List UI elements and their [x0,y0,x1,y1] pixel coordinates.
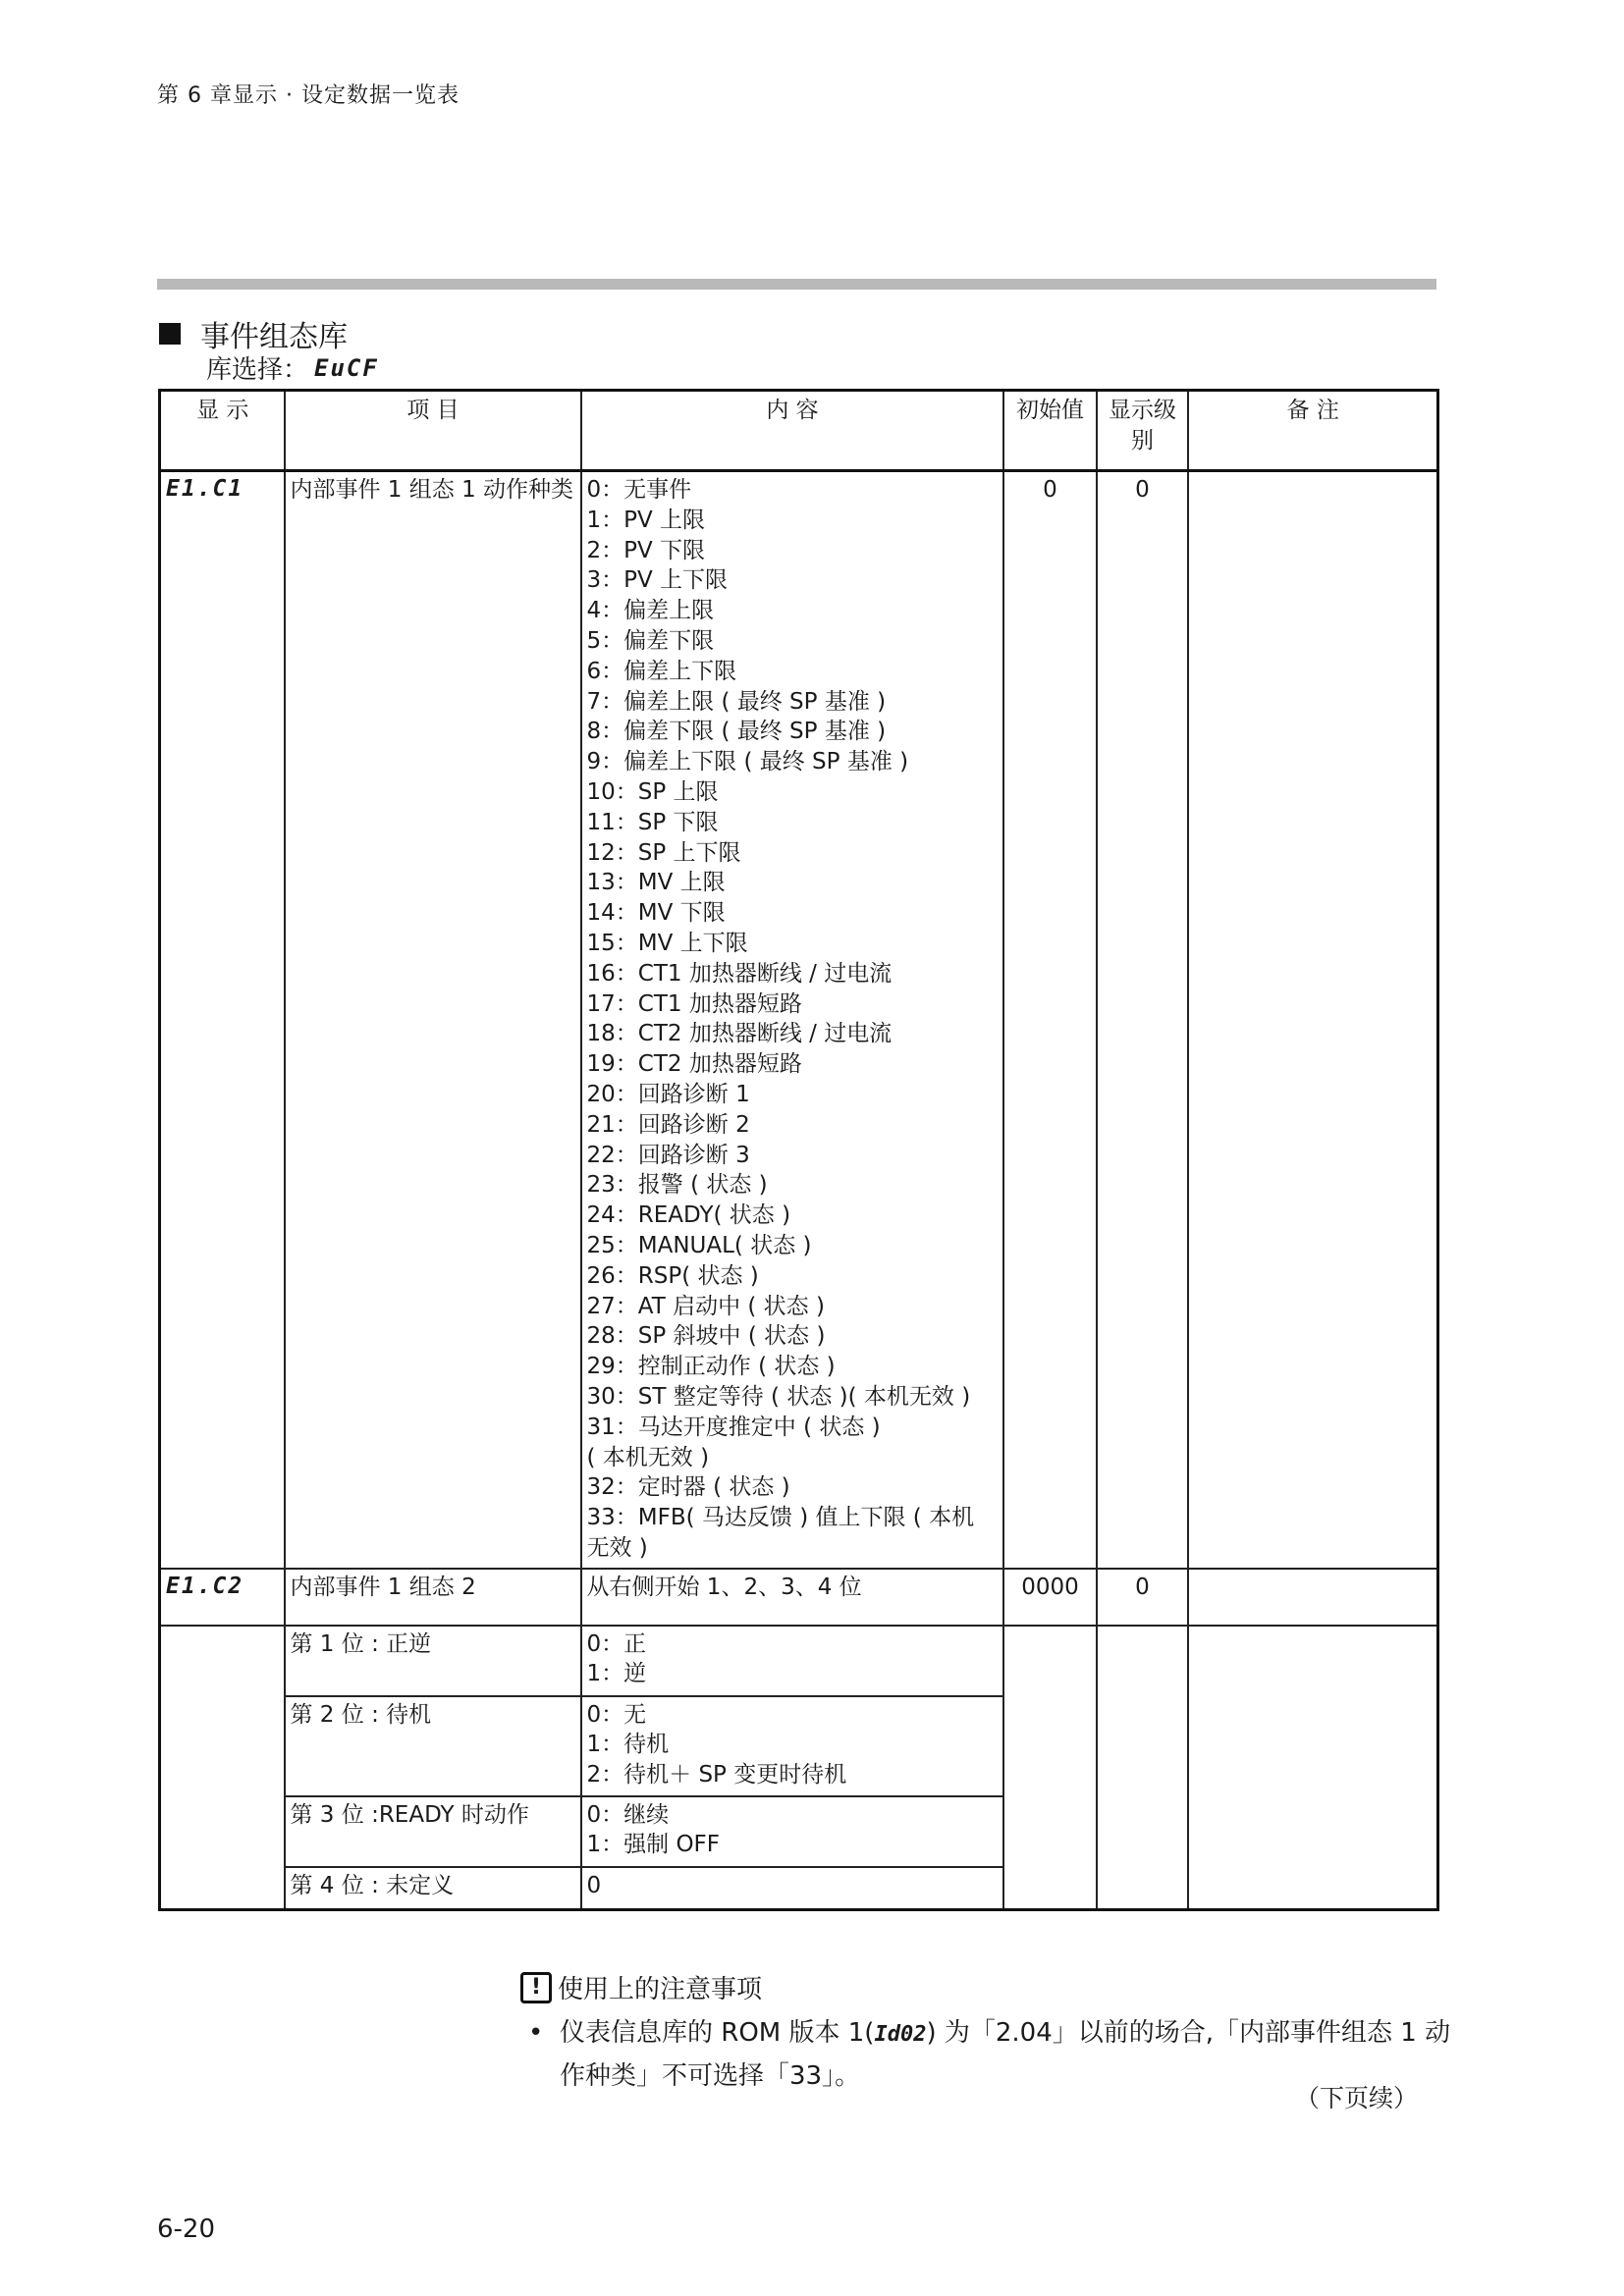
notes-heading [520,1969,762,2005]
option-item: 22：回路诊断 3 [586,1142,750,1168]
square-bullet-icon [159,323,181,345]
table-header-row [160,391,1438,471]
option-item: 19：CT2 加热器短路 [586,1051,802,1078]
usage-notes [520,1969,1451,2091]
initial-value: 0000 [1003,1569,1097,1626]
option-item: 23：报警 ( 状态 ) [586,1172,768,1199]
bank-selection [206,349,379,386]
option-item: 33：MFB( 马达反馈 ) 值上下限 ( 本机 [586,1505,975,1531]
bank-code: EuCF [314,353,379,382]
initial-value: 0 [1003,471,1097,1569]
note-item: • 仪表信息库的 ROM 版本 1(Id02) 为「2.04」以前的场合,「内部事件组态 1 动作种类」不可选择「33」。 [560,2012,1473,2097]
rom-code: Id02 [874,2022,927,2047]
option-item: 5：偏差下限 [586,627,715,654]
option-item: 27：AT 启动中 ( 状态 ) [586,1293,825,1319]
option-item: 12：SP 上下限 [586,839,741,866]
header-remarks: 备 注 [1188,391,1438,471]
header-item: 项 目 [285,391,581,471]
option-item: 8：偏差下限 ( 最终 SP 基准 ) [586,719,887,745]
sub-options [581,1626,1003,1696]
option-item: 1：PV 上限 [586,507,706,533]
table-row [160,1569,1438,1626]
option-item: 6：偏差上下限 [586,658,737,684]
remarks [1188,1569,1438,1626]
option-item: 31：马达开度推定中 ( 状态 ) [586,1414,881,1440]
option-item: 1：待机 [586,1732,670,1758]
display-code: E1.C1 [160,471,285,1569]
page-number: 6-20 [157,2215,216,2244]
table-row [160,471,1438,1569]
option-item: 16：CT1 加热器断线 / 过电流 [586,960,893,987]
section-title-text: 事件组态库 [200,320,348,354]
header-level: 显示级别 [1097,391,1188,471]
option-item: 0 [586,1872,602,1898]
option-item: 7：偏差上限 ( 最终 SP 基准 ) [586,688,887,715]
option-item: 30：ST 整定等待 ( 状态 )( 本机无效 ) [586,1383,971,1410]
section-divider [157,279,1436,290]
option-item: 25：MANUAL( 状态 ) [586,1232,812,1258]
display-code: E1.C2 [160,1569,285,1626]
option-item: 20：回路诊断 1 [586,1081,750,1107]
notes-heading-text: 使用上的注意事项 [558,1975,763,2004]
option-item: 4：偏差上限 [586,598,715,624]
bullet-icon: • [528,2018,544,2048]
sub-item-name: 第 3 位 :READY 时动作 [285,1796,581,1867]
option-item: 15：MV 上下限 [586,930,748,956]
option-item: ( 本机无效 ) [586,1444,710,1470]
option-item: 1：强制 OFF [586,1832,721,1858]
option-item: 14：MV 下限 [586,900,726,927]
display-level: 0 [1097,1569,1188,1626]
settings-table [158,389,1439,1911]
bank-label: 库选择： [206,355,309,385]
display-level-blank [1097,1626,1188,1910]
sub-options [581,1696,1003,1796]
option-item: 24：READY( 状态 ) [586,1202,791,1229]
content-options [581,471,1003,1569]
table-row [160,1626,1438,1696]
option-item: 26：RSP( 状态 ) [586,1262,759,1289]
header-initial: 初始值 [1003,391,1097,471]
header-content: 内 容 [581,391,1003,471]
options-list [587,475,999,1564]
sub-item-name: 第 1 位 : 正逆 [285,1626,581,1696]
option-item: 10：SP 上限 [586,778,719,805]
option-item: 3：PV 上下限 [586,567,729,594]
option-item: 13：MV 上限 [586,870,726,896]
display-level: 0 [1097,471,1188,1569]
option-item: 11：SP 下限 [586,809,719,835]
option-item: 18：CT2 加热器断线 / 过电流 [586,1021,893,1047]
option-item: 0：无事件 [586,477,692,503]
option-item: 21：回路诊断 2 [586,1111,750,1138]
sub-item-name: 第 2 位 : 待机 [285,1696,581,1796]
warning-icon: ! [520,1972,552,2003]
option-item: 29：控制正动作 ( 状态 ) [586,1354,836,1380]
display-code-blank [160,1626,285,1910]
item-name: 内部事件 1 组态 1 动作种类 [285,471,581,1569]
content-text: 从右侧开始 1、2、3、4 位 [581,1569,1003,1626]
page-header: 第 6 章显示 · 设定数据一览表 [157,83,460,108]
option-item: 32：定时器 ( 状态 ) [586,1474,790,1501]
header-display: 显 示 [160,391,285,471]
option-item: 2：待机＋ SP 变更时待机 [586,1762,847,1789]
option-item: 2：PV 下限 [586,537,706,563]
option-item: 28：SP 斜坡中 ( 状态 ) [586,1323,826,1350]
sub-options [581,1867,1003,1910]
sub-item-name: 第 4 位 : 未定义 [285,1867,581,1910]
option-item: 9：偏差上下限 ( 最终 SP 基准 ) [586,749,909,775]
remarks [1188,471,1438,1569]
option-item: 无效 ) [586,1534,648,1561]
option-item: 1：逆 [586,1661,647,1687]
sub-options [581,1796,1003,1867]
option-item: 17：CT1 加热器短路 [586,990,802,1017]
continued-note: （下页续） [1294,2084,1418,2112]
option-item: 0：正 [586,1630,647,1657]
remarks [1188,1626,1438,1910]
option-item: 0：继续 [586,1801,670,1828]
option-item: 0：无 [586,1701,647,1728]
initial-value-blank [1003,1626,1097,1910]
item-name: 内部事件 1 组态 2 [285,1569,581,1626]
